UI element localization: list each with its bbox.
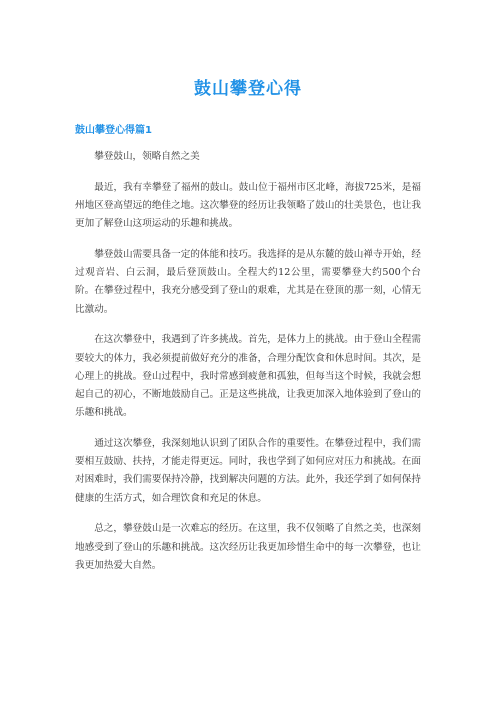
- paragraph: 攀登鼓山需要具备一定的体能和技巧。我选择的是从东麓的鼓山禅寺开始，经过观音岩、白云洞，最后登顶鼓山。全程大约12公里，需要攀登大约500个台阶。在攀登过程中，我充分感受到了登山的艰难，尤其是在登顶的那一刻，心情无比激动。: [75, 249, 421, 315]
- document-title: 鼓山攀登心得: [194, 79, 302, 99]
- paragraph-subtitle: 攀登鼓山，领略自然之美: [94, 151, 200, 162]
- paragraph: 最近，我有幸攀登了福州的鼓山。鼓山位于福州市区北峰，海拔725米，是福州地区登高望远的绝佳之地。这次攀登的经历让我领略了鼓山的壮美景色，也让我更加了解登山这项运动的乐趣和挑战。: [75, 181, 421, 230]
- paragraph: 通过这次攀登，我深刻地认识到了团队合作的重要性。在攀登过程中，我们需要相互鼓励、扶持，才能走得更远。同时，我也学到了如何应对压力和挑战。在面对困难时，我们需要保持冷静，找到解决问题的方法。此外，我还学到了如何保持健康的生活方式，如合理饮食和充足的休息。: [75, 438, 421, 504]
- paragraph: 总之，攀登鼓山是一次难忘的经历。在这里，我不仅领略了自然之美，也深刻地感受到了登山的乐趣和挑战。这次经历让我更加珍惜生命中的每一次攀登，也让我更加热爱大自然。: [75, 523, 421, 571]
- section-heading: 鼓山攀登心得篇1: [75, 125, 152, 136]
- paragraph: 在这次攀登中，我遇到了许多挑战。首先，是体力上的挑战。由于登山全程需要较大的体力，我必须提前做好充分的准备，合理分配饮食和休息时间。其次，是心理上的挑战。登山过程中，我时常感到疲惫和孤独，但每当这个时候，我就会想起自己的初心，不断地鼓励自己。正是这些挑战，让我更加深入地体验到了登山的乐趣和挑战。: [75, 334, 421, 419]
- article-body: [75, 148, 421, 588]
